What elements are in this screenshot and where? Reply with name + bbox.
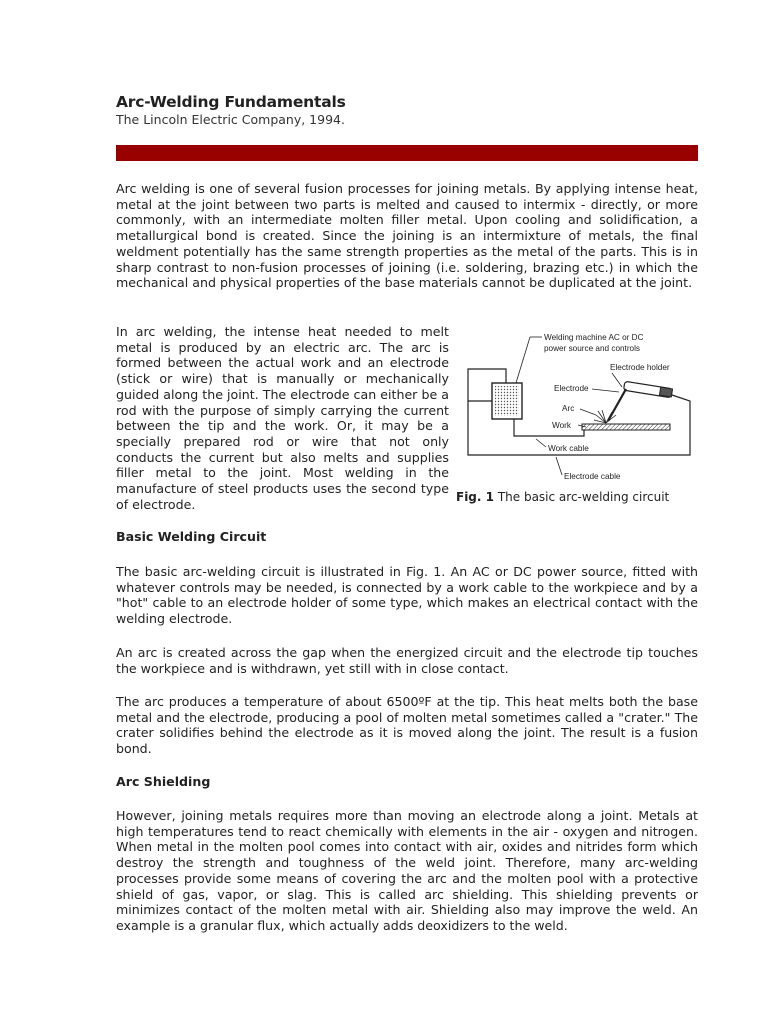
paragraph-circuit-1-text: The basic arc-welding circuit is illustrated in Fig. 1. An AC or DC power source, fitted with whatever controls may be needed, is connected by a work cable to the workpiece and by a "hot" cable to an electrode holder of some type, which makes an electrical contact with the welding electrode. (116, 564, 698, 627)
paragraph-circuit-1 (116, 564, 698, 627)
paragraph-circuit-2 (116, 645, 698, 676)
label-electrode: Electrode (554, 384, 589, 393)
label-machine-line2: power source and controls (544, 344, 641, 353)
document-subtitle: The Lincoln Electric Company, 1994. (116, 112, 345, 127)
paragraph-shielding-1 (116, 808, 698, 934)
paragraph-intro-text: Arc welding is one of several fusion processes for joining metals. By applying intense heat, metal at the joint between two parts is melted and caused to intermix - directly, or more commonly, with an intermediate molten filler metal. Upon cooling and solidification, a metallurgical bond is created. Since the joining is an intermixture of metals, the final weldment potentially has the same strength properties as the metal of the parts. This is in sharp contrast to non-fusion processes of joining (i.e. soldering, brazing etc.) in which the mechanical and physical properties of the base materials cannot be duplicated at the joint. (116, 181, 698, 291)
document-title: Arc-Welding Fundamentals (116, 93, 346, 111)
paragraph-shielding-1-text: However, joining metals requires more than moving an electrode along a joint. Metals at high temperatures tend to react chemically with elements in the air - oxygen and nitrogen. When metal in the molten pool comes into contact with air, oxides and nitrides form which destroy the strength and toughness of the weld joint. Therefore, many arc-welding processes provide some means of covering the arc and the molten pool with a protective shield of gas, vapor, or slag. This is called arc shielding. This shielding prevents or minimizes contact of the molten metal with air. Shielding also may improve the weld. An example is a granular flux, which actually adds deoxidizers to the weld. (116, 808, 698, 933)
paragraph-circuit-3 (116, 694, 698, 757)
heading-basic-welding-circuit-text: Basic Welding Circuit (116, 529, 267, 544)
label-arc: Arc (562, 404, 575, 413)
heading-basic-welding-circuit (116, 529, 698, 544)
paragraph-circuit-3-text: The arc produces a temperature of about 6500ºF at the tip. This heat melts both the base metal and the electrode, producing a pool of molten metal sometimes called a "crater." The crater solidifies behind the electrode as it is moved along the joint. The result is a fusion bond. (116, 694, 698, 757)
label-work-cable: Work cable (548, 444, 589, 453)
paragraph-intro (116, 181, 698, 291)
figure-caption (456, 490, 669, 504)
figure-arc-welding-circuit (456, 325, 698, 515)
heading-arc-shielding-text: Arc Shielding (116, 774, 211, 789)
paragraph-arc-heat (116, 324, 449, 512)
header-rule (116, 145, 698, 161)
arc-circuit-diagram (464, 325, 698, 485)
heading-arc-shielding (116, 774, 698, 789)
figure-caption-label: Fig. 1 (456, 490, 494, 504)
paragraph-circuit-2-text: An arc is created across the gap when the energized circuit and the electrode tip touches the workpiece and is withdrawn, yet still with in close contact. (116, 645, 698, 676)
label-electrode-holder: Electrode holder (610, 363, 670, 372)
label-machine-line1: Welding machine AC or DC (544, 333, 644, 342)
paragraph-arc-heat-text: In arc welding, the intense heat needed to melt metal is produced by an electric arc. The arc is formed between the actual work and an electrode (stick or wire) that is manually or mechanically guided along the joint. The electrode can either be a rod with the purpose of simply carrying the current between the tip and the work. Or, it may be a specially prepared rod or wire that not only conducts the current but also melts and supplies filler metal to the joint. Most welding in the manufacture of steel products uses the second type of electrode. (116, 324, 449, 512)
figure-caption-text: The basic arc-welding circuit (494, 490, 670, 504)
label-electrode-cable: Electrode cable (564, 472, 621, 481)
label-work: Work (552, 421, 571, 430)
